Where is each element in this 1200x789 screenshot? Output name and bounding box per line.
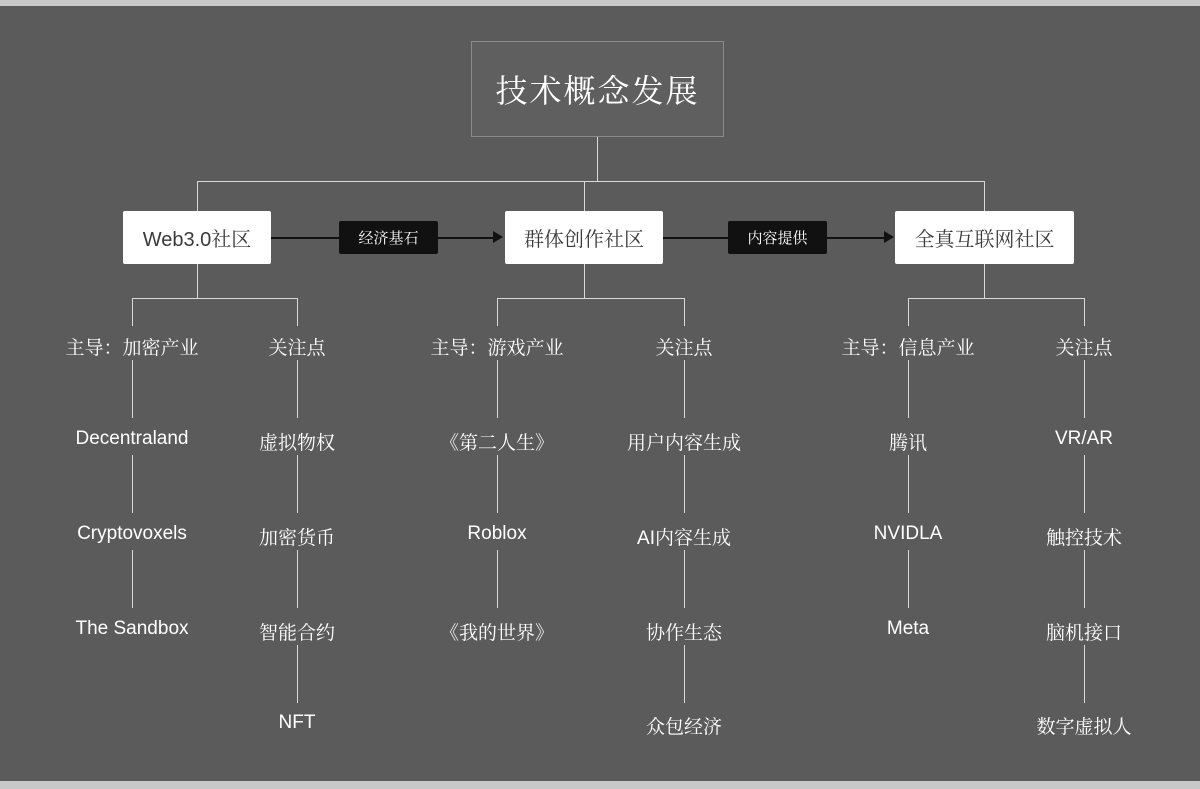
- drop-to-branch-2: [584, 181, 585, 211]
- b2-col2-item-3[interactable]: 协作生态: [645, 623, 723, 644]
- b1c1-link-1: [132, 360, 133, 418]
- b1-col1-item-3[interactable]: The Sandbox: [75, 618, 189, 639]
- b3-col2-item-3[interactable]: 脑机接口: [1045, 623, 1123, 644]
- b1-col1-heading: 主导：加密产业: [65, 338, 199, 359]
- b2-col2-heading: 关注点: [655, 338, 713, 359]
- b3c2-link-2: [1084, 455, 1085, 513]
- branch1-split-bar: [132, 298, 298, 299]
- branch-node-web3-label: Web3.0社区: [142, 229, 252, 251]
- b2-col2-item-4[interactable]: 众包经济: [645, 717, 723, 738]
- b3-col1-item-1[interactable]: 腾讯: [888, 433, 928, 454]
- b1-col2-heading: 关注点: [268, 338, 326, 359]
- branch1-stem: [197, 264, 198, 298]
- edge-label-content-supply[interactable]: [728, 221, 827, 254]
- diagram-title-node[interactable]: [471, 41, 724, 137]
- b2-col1-item-1[interactable]: 《第二人生》: [439, 433, 555, 454]
- b3-col2-item-2[interactable]: 触控技术: [1045, 528, 1123, 549]
- arrow-head-1: [493, 231, 503, 243]
- b3-col2-item-1[interactable]: VR/AR: [1054, 428, 1114, 449]
- branch-node-cocreation[interactable]: [505, 211, 663, 264]
- drop-to-branch-1: [197, 181, 198, 211]
- b2c2-link-1: [684, 360, 685, 418]
- b3-col2-heading: 关注点: [1055, 338, 1113, 359]
- edge-label-economic-base-text: 经济基石: [358, 230, 419, 247]
- branch1-col1-drop: [132, 298, 133, 326]
- b2c1-link-1: [497, 360, 498, 418]
- branch-node-web3[interactable]: [123, 211, 271, 264]
- b3c1-link-2: [908, 455, 909, 513]
- branch3-stem: [984, 264, 985, 298]
- b1c2-link-1: [297, 360, 298, 418]
- branch3-split-bar: [908, 298, 1084, 299]
- b1-col2-item-3[interactable]: 智能合约: [258, 623, 336, 644]
- branch3-col1-drop: [908, 298, 909, 326]
- branch2-split-bar: [497, 298, 684, 299]
- arrow-head-2: [884, 231, 894, 243]
- b3c1-link-3: [908, 550, 909, 608]
- b1-col2-item-2[interactable]: 加密货币: [258, 528, 336, 549]
- b2-col2-item-2[interactable]: AI内容生成: [637, 528, 731, 549]
- b1c2-link-3: [297, 550, 298, 608]
- b1-col1-item-1[interactable]: Decentraland: [75, 428, 189, 449]
- b3c1-link-1: [908, 360, 909, 418]
- bottom-margin-strip: [0, 781, 1200, 789]
- b2c1-link-2: [497, 455, 498, 513]
- b3-col2-item-4[interactable]: 数字虚拟人: [1036, 717, 1132, 738]
- branch-node-fullreal-label: 全真互联网社区: [914, 229, 1055, 251]
- b1c1-link-3: [132, 550, 133, 608]
- b2c2-link-2: [684, 455, 685, 513]
- b3c2-link-1: [1084, 360, 1085, 418]
- branch1-col2-drop: [297, 298, 298, 326]
- b2c1-link-3: [497, 550, 498, 608]
- b1-col2-item-1[interactable]: 虚拟物权: [258, 433, 336, 454]
- title-stem: [597, 137, 598, 181]
- b1c1-link-2: [132, 455, 133, 513]
- b2-col2-item-1[interactable]: 用户内容生成: [626, 433, 742, 454]
- diagram-title-text: 技术概念发展: [495, 73, 700, 109]
- branch3-col2-drop: [1084, 298, 1085, 326]
- branch2-col1-drop: [497, 298, 498, 326]
- b3c2-link-3: [1084, 550, 1085, 608]
- b2c2-link-4: [684, 645, 685, 703]
- b2c2-link-3: [684, 550, 685, 608]
- b2-col1-item-3[interactable]: 《我的世界》: [439, 623, 555, 644]
- b3-col1-heading: 主导：信息产业: [841, 338, 975, 359]
- b1c2-link-4: [297, 645, 298, 703]
- branch-node-fullreal[interactable]: [895, 211, 1074, 264]
- drop-to-branch-3: [984, 181, 985, 211]
- top-margin-strip: [0, 0, 1200, 6]
- branch-node-cocreation-label: 群体创作社区: [524, 229, 644, 251]
- b1-col2-item-4[interactable]: NFT: [278, 712, 316, 733]
- title-distribution-bar: [197, 181, 984, 182]
- b3c2-link-4: [1084, 645, 1085, 703]
- b2-col1-heading: 主导：游戏产业: [430, 338, 564, 359]
- branch2-col2-drop: [684, 298, 685, 326]
- b3-col1-item-3[interactable]: Meta: [886, 618, 930, 639]
- edge-label-content-supply-text: 内容提供: [747, 230, 808, 247]
- b2-col1-item-2[interactable]: Roblox: [467, 523, 527, 544]
- edge-label-economic-base[interactable]: [339, 221, 438, 254]
- branch2-stem: [584, 264, 585, 298]
- b1c2-link-2: [297, 455, 298, 513]
- b3-col1-item-2[interactable]: NVIDLA: [873, 523, 943, 544]
- b1-col1-item-2[interactable]: Cryptovoxels: [77, 523, 187, 544]
